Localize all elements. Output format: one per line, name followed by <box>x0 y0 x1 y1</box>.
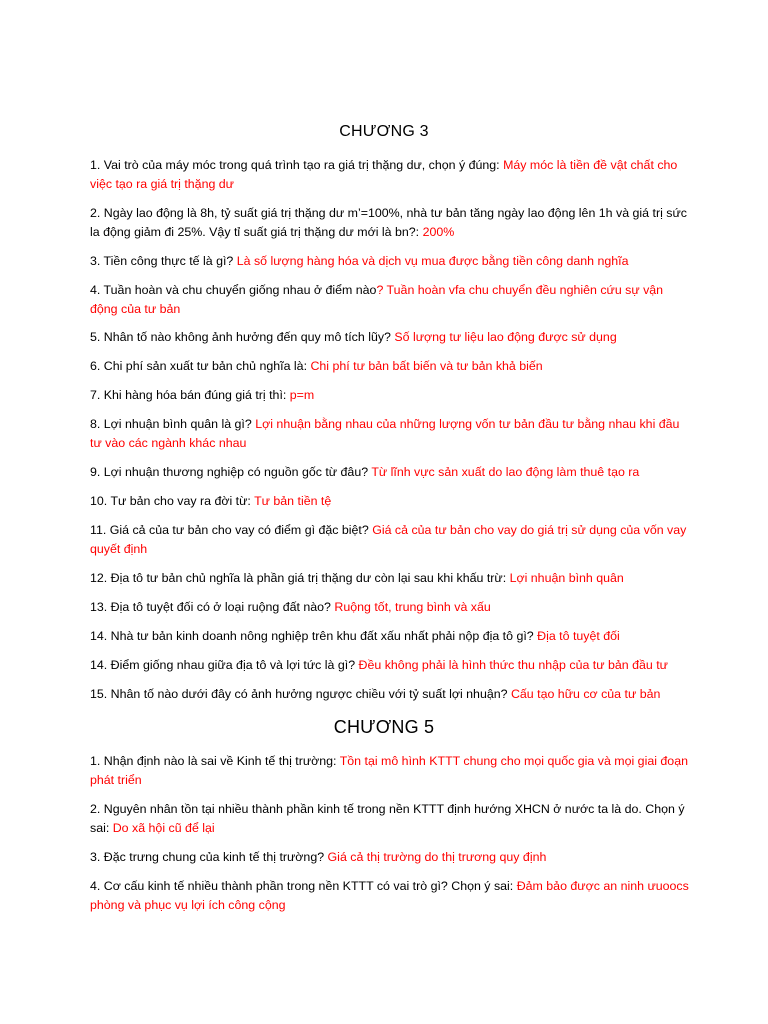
chapter-5-title: CHƯƠNG 5 <box>333 717 435 737</box>
answer-text: Đều không phải là hình thức thu nhập của tư bản đầu tư <box>358 658 668 672</box>
question-item <box>90 386 690 405</box>
question-text: 14. Nhà tư bản kinh doanh nông nghiệp trên khu đất xấu nhất phải nộp địa tô gì? <box>90 629 538 643</box>
question-item <box>90 848 690 867</box>
question-item <box>90 357 690 376</box>
question-item <box>90 156 690 194</box>
question-text: 13. Địa tô tuyệt đối có ở loại ruộng đất nào? <box>90 600 335 614</box>
question-text: 1. Nhận định nào là sai về Kinh tế thị trường: <box>90 754 340 768</box>
question-text: 12. Địa tô tư bản chủ nghĩa là phần giá trị thặng dư còn lại sau khi khấu trừ: <box>90 571 510 585</box>
answer-text: Đảm bảo được an ninh ưuoocs phòng và phục vụ lợi ích công cộng <box>90 879 689 912</box>
question-item <box>90 204 690 242</box>
answer-text: Máy móc là tiền đề vật chất cho việc tạo ra giá trị thặng dư <box>90 158 678 191</box>
answer-text: Giá cả thị trường do thị trương quy định <box>327 850 547 864</box>
question-text: 2. Ngày lao động là 8h, tỷ suất giá trị thặng dư m’=100%, nhà tư bản tăng ngày lao động lên 1h và giá trị sức la động giảm đi 25%. Vậy tỉ suất giá trị thặng dư mới là bn?: <box>90 206 687 239</box>
question-text: 6. Chi phí sản xuất tư bản chủ nghĩa là: <box>90 359 311 373</box>
question-text: 11. Giá cả của tư bản cho vay có điểm gì đặc biệt? <box>90 523 373 537</box>
answer-text: Lợi nhuận bằng nhau của những lượng vốn tư bản đầu tư bằng nhau khi đầu tư vào các ngành khác nhau <box>90 417 680 450</box>
answer-text: Ruộng tốt, trung bình và xấu <box>334 600 491 614</box>
question-item <box>90 752 690 790</box>
question-item <box>90 656 690 675</box>
question-item <box>90 463 690 482</box>
answer-text: Do xã hội cũ để lại <box>112 821 215 835</box>
question-item <box>90 685 690 704</box>
question-text: 4. Cơ cấu kinh tế nhiều thành phần trong nền KTTT có vai trò gì? Chọn ý sai: <box>90 879 517 893</box>
answer-text: Giá cả của tư bản cho vay do giá trị sử dụng của vốn vay quyết định <box>90 523 687 556</box>
question-item <box>90 800 690 838</box>
chapter-3-title: CHƯƠNG 3 <box>339 123 429 140</box>
answer-text: Là số lượng hàng hóa và dịch vụ mua được bằng tiền công danh nghĩa <box>236 254 629 268</box>
question-text: 10. Tư bản cho vay ra đời từ: <box>90 494 255 508</box>
question-text: 4. Tuần hoàn và chu chuyển giống nhau ở điểm nào <box>90 283 377 297</box>
question-text: 1. Vai trò của máy móc trong quá trình tạo ra giá trị thặng dư, chọn ý đúng: <box>90 158 504 172</box>
answer-text: Từ lĩnh vực sản xuất do lao động làm thuê tạo ra <box>371 465 640 479</box>
answer-text: Tư bản tiền tệ <box>254 494 332 508</box>
answer-text: Địa tô tuyệt đối <box>537 629 620 643</box>
question-item <box>90 877 690 915</box>
question-item <box>90 281 690 319</box>
answer-text: Lợi nhuận bình quân <box>509 571 624 585</box>
answer-text: 200% <box>422 225 455 239</box>
question-text: 9. Lợi nhuận thương nghiệp có nguồn gốc từ đâu? <box>90 465 372 479</box>
question-text: 3. Tiền công thực tế là gì? <box>90 254 237 268</box>
answer-text: Số lượng tư liệu lao động được sử dụng <box>394 330 617 344</box>
question-item <box>90 569 690 588</box>
answer-text: p=m <box>289 388 315 402</box>
question-text: 3. Đặc trưng chung của kinh tế thị trường? <box>90 850 328 864</box>
answer-text: Chi phí tư bản bất biến và tư bản khả biến <box>310 359 543 373</box>
answer-text: Cấu tạo hữu cơ của tư bản <box>510 687 661 701</box>
question-item <box>90 328 690 347</box>
answer-text: Tồn tại mô hình KTTT chung cho mọi quốc gia và mọi giai đoạn phát triển <box>90 754 688 787</box>
question-text: 2. Nguyên nhân tồn tại nhiều thành phần kinh tế trong nền KTTT định hướng XHCN ở nước ta là do. Chọn ý sai: <box>90 802 685 835</box>
answer-text: ? Tuần hoàn vfa chu chuyển đều nghiên cứu sự vận động của tư bản <box>90 283 664 316</box>
question-item <box>90 492 690 511</box>
question-text: 15. Nhân tố nào dưới đây có ảnh hưởng ngược chiều với tỷ suất lợi nhuận? <box>90 687 511 701</box>
question-text: 14. Điểm giống nhau giữa địa tô và lợi tức là gì? <box>90 658 359 672</box>
question-item <box>90 598 690 617</box>
question-item <box>90 415 690 453</box>
question-item <box>90 252 690 271</box>
question-text: 5. Nhân tố nào không ảnh hưởng đến quy mô tích lũy? <box>90 330 395 344</box>
question-text: 8. Lợi nhuận bình quân là gì? <box>90 417 256 431</box>
question-item <box>90 521 690 559</box>
question-text: 7. Khi hàng hóa bán đúng giá trị thì: <box>90 388 290 402</box>
question-item <box>90 627 690 646</box>
